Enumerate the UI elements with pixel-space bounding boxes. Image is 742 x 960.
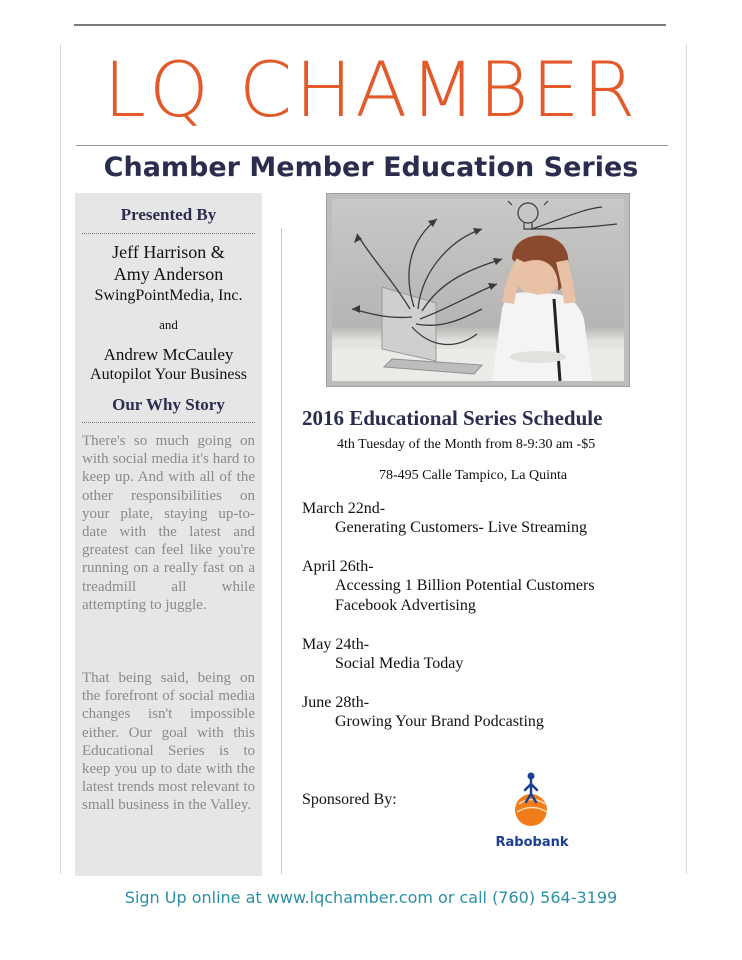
sponsored-label: Sponsored By:	[302, 791, 397, 808]
story-paragraph: There's so much going on with social media it's hard to keep up. And with all of the other responsibilities on your plate, staying up-to-date with the latest and greatest can feel like you're running on a really fast on a treadmill all while attempting to juggle.	[82, 433, 255, 613]
session-topic: Generating Customers- Live Streaming	[335, 519, 587, 536]
woman-at-laptop-photo	[332, 199, 624, 381]
presenter-name: Amy Anderson	[113, 264, 224, 284]
rabobank-logo	[497, 768, 569, 832]
title-divider	[76, 145, 668, 146]
signup-footer: Sign Up online at www.lqchamber.com or call (760) 564-3199	[124, 888, 618, 907]
column-divider	[281, 228, 282, 874]
page-subtitle: Chamber Member Education Series	[103, 152, 639, 183]
schedule-location: 78-495 Calle Tampico, La Quinta	[379, 468, 568, 483]
session-date: June 28th-	[302, 694, 370, 711]
presented-by-heading: Presented By	[120, 205, 217, 224]
session-topic: Social Media Today	[335, 655, 464, 672]
presenter-name: Andrew McCauley	[103, 345, 234, 364]
brand-title: LQ CHAMBER	[103, 45, 639, 134]
presenter-company: Autopilot Your Business	[90, 366, 247, 383]
presenter-name: Jeff Harrison &	[112, 242, 225, 262]
top-divider	[74, 24, 666, 26]
why-story-heading: Our Why Story	[112, 395, 225, 414]
session-topic: Accessing 1 Billion Potential Customers	[335, 577, 595, 594]
session-topic: Growing Your Brand Podcasting	[335, 713, 544, 730]
story-paragraph: That being said, being on the forefront of social media changes isn't impossible either. Our goal with this Educational Series is to keep you up to date with the latest trends most relevant to small business in the Valley.	[82, 670, 255, 814]
session-topic: Facebook Advertising	[335, 597, 476, 614]
schedule-when: 4th Tuesday of the Month from 8-9:30 am -$5	[337, 437, 596, 452]
dotted-divider	[82, 422, 255, 423]
dotted-divider	[82, 233, 255, 234]
presenter-company: SwingPointMedia, Inc.	[94, 287, 243, 304]
schedule-title: 2016 Educational Series Schedule	[302, 406, 603, 430]
session-date: April 26th-	[302, 558, 374, 575]
session-date: May 24th-	[302, 636, 370, 653]
sponsor-name: Rabobank	[495, 835, 569, 850]
session-date: March 22nd-	[302, 500, 386, 517]
and-text: and	[159, 317, 178, 332]
